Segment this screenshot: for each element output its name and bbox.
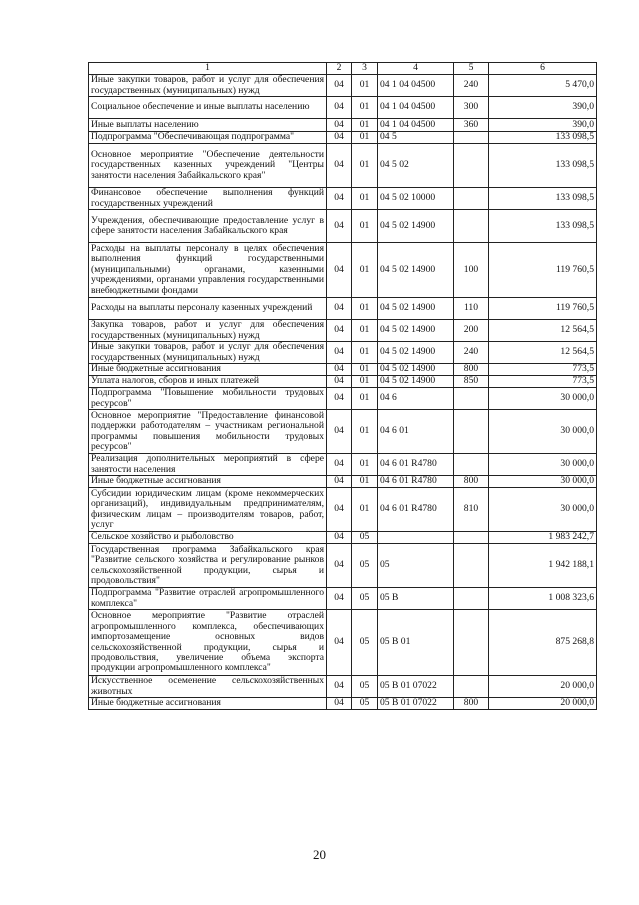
row-code-cell: 04	[327, 298, 352, 320]
row-expense-type-cell	[454, 532, 489, 544]
row-subcode-cell: 01	[352, 364, 378, 376]
table-row	[89, 410, 597, 454]
table-row	[89, 676, 597, 698]
row-subcode-cell: 01	[352, 488, 378, 532]
table-row	[89, 144, 597, 188]
row-code-cell: 04	[327, 476, 352, 488]
row-name-cell: Сельское хозяйство и рыболовство	[89, 532, 327, 544]
row-amount-cell: 1 942 188,1	[489, 544, 597, 588]
row-subcode-cell: 05	[352, 610, 378, 676]
table-row	[89, 388, 597, 410]
row-subcode-cell: 01	[352, 376, 378, 388]
row-target-article-cell: 04 5 02	[378, 144, 454, 188]
row-name-cell: Подпрограмма "Повышение мобильности трудовых ресурсов"	[89, 388, 327, 410]
row-target-article-cell: 04 5 02 14900	[378, 342, 454, 364]
table-row	[89, 376, 597, 388]
row-name-cell: Социальное обеспечение и иные выплаты населению	[89, 97, 327, 119]
row-code-cell: 04	[327, 698, 352, 710]
row-code-cell: 04	[327, 544, 352, 588]
row-subcode-cell: 01	[352, 454, 378, 476]
row-expense-type-cell	[454, 676, 489, 698]
table-row	[89, 454, 597, 476]
table-row	[89, 243, 597, 298]
row-expense-type-cell	[454, 210, 489, 243]
row-name-cell: Расходы на выплаты персоналу в целях обеспечения выполнения функций государственными (муниципальными) органами, казенными учреждениями, органами управления государственными внебюджетными фондами	[89, 243, 327, 298]
row-target-article-cell: 04 5 02 10000	[378, 188, 454, 210]
row-code-cell: 04	[327, 388, 352, 410]
row-code-cell: 04	[327, 97, 352, 119]
row-expense-type-cell: 240	[454, 75, 489, 97]
row-name-cell: Подпрограмма "Развитие отраслей агропромышленного комплекса"	[89, 588, 327, 610]
row-subcode-cell: 01	[352, 97, 378, 119]
row-subcode-cell: 01	[352, 476, 378, 488]
row-amount-cell: 1 008 323,6	[489, 588, 597, 610]
row-amount-cell: 12 564,5	[489, 342, 597, 364]
row-subcode-cell: 01	[352, 210, 378, 243]
row-target-article-cell: 04 6 01 R4780	[378, 476, 454, 488]
row-target-article-cell: 04 6 01	[378, 410, 454, 454]
row-subcode-cell: 01	[352, 119, 378, 132]
table-row	[89, 544, 597, 588]
row-subcode-cell: 01	[352, 320, 378, 342]
row-code-cell: 04	[327, 342, 352, 364]
table-body	[89, 75, 597, 710]
row-target-article-cell: 05 В 01 07022	[378, 676, 454, 698]
row-expense-type-cell	[454, 132, 489, 144]
table-row	[89, 364, 597, 376]
row-code-cell: 04	[327, 320, 352, 342]
table-row	[89, 119, 597, 132]
row-name-cell: Иные закупки товаров, работ и услуг для обеспечения государственных (муниципальных) нужд	[89, 342, 327, 364]
row-subcode-cell: 01	[352, 342, 378, 364]
row-target-article-cell: 04 6 01 R4780	[378, 454, 454, 476]
column-header: 4	[378, 63, 454, 75]
row-expense-type-cell	[454, 610, 489, 676]
row-name-cell: Уплата налогов, сборов и иных платежей	[89, 376, 327, 388]
row-amount-cell: 30 000,0	[489, 476, 597, 488]
column-header: 3	[352, 63, 378, 75]
row-target-article-cell: 04 5 02 14900	[378, 298, 454, 320]
row-amount-cell: 773,5	[489, 376, 597, 388]
table-row	[89, 132, 597, 144]
row-name-cell: Учреждения, обеспечивающие предоставление услуг в сфере занятости населения Забайкальского края	[89, 210, 327, 243]
budget-table	[88, 62, 597, 710]
table-row	[89, 698, 597, 710]
table-row	[89, 188, 597, 210]
row-name-cell: Расходы на выплаты персоналу казенных учреждений	[89, 298, 327, 320]
row-target-article-cell: 04 5 02 14900	[378, 364, 454, 376]
row-name-cell: Государственная программа Забайкальского края "Развитие сельского хозяйства и регулирование рынков сельскохозяйственной продукции, сырья и продовольствия"	[89, 544, 327, 588]
row-expense-type-cell: 100	[454, 243, 489, 298]
row-amount-cell: 133 098,5	[489, 188, 597, 210]
row-expense-type-cell: 850	[454, 376, 489, 388]
row-code-cell: 04	[327, 243, 352, 298]
row-code-cell: 04	[327, 75, 352, 97]
row-name-cell: Искусственное осеменение сельскохозяйственных животных	[89, 676, 327, 698]
column-header: 5	[454, 63, 489, 75]
row-expense-type-cell	[454, 188, 489, 210]
row-target-article-cell: 05 В	[378, 588, 454, 610]
row-expense-type-cell	[454, 388, 489, 410]
row-name-cell: Основное мероприятие "Развитие отраслей агропромышленного комплекса, обеспечивающих импортозамещение основных видов сельскохозяйственной продукции, сырья и продовольствия, увеличение объема экспорта продукции агропромышленного комплекса"	[89, 610, 327, 676]
table-row	[89, 210, 597, 243]
row-code-cell: 04	[327, 119, 352, 132]
row-name-cell: Реализация дополнительных мероприятий в сфере занятости населения	[89, 454, 327, 476]
row-amount-cell: 875 268,8	[489, 610, 597, 676]
row-target-article-cell: 04 5 02 14900	[378, 210, 454, 243]
row-code-cell: 04	[327, 454, 352, 476]
row-subcode-cell: 05	[352, 544, 378, 588]
table-row	[89, 320, 597, 342]
page-number: 20	[313, 847, 326, 862]
row-code-cell: 04	[327, 488, 352, 532]
row-target-article-cell: 04 6 01 R4780	[378, 488, 454, 532]
row-amount-cell: 20 000,0	[489, 676, 597, 698]
table-row	[89, 588, 597, 610]
row-subcode-cell: 01	[352, 410, 378, 454]
row-expense-type-cell	[454, 144, 489, 188]
row-amount-cell: 119 760,5	[489, 243, 597, 298]
row-amount-cell: 12 564,5	[489, 320, 597, 342]
row-target-article-cell: 04 5 02 14900	[378, 243, 454, 298]
row-subcode-cell: 01	[352, 243, 378, 298]
row-expense-type-cell	[454, 410, 489, 454]
table-row	[89, 298, 597, 320]
row-target-article-cell: 04 5 02 14900	[378, 376, 454, 388]
row-code-cell: 04	[327, 132, 352, 144]
row-amount-cell: 20 000,0	[489, 698, 597, 710]
row-amount-cell: 1 983 242,7	[489, 532, 597, 544]
row-code-cell: 04	[327, 144, 352, 188]
row-code-cell: 04	[327, 210, 352, 243]
row-target-article-cell: 04 6	[378, 388, 454, 410]
row-expense-type-cell	[454, 544, 489, 588]
row-subcode-cell: 01	[352, 132, 378, 144]
row-expense-type-cell	[454, 454, 489, 476]
row-expense-type-cell: 200	[454, 320, 489, 342]
row-name-cell: Иные бюджетные ассигнования	[89, 476, 327, 488]
row-target-article-cell: 04 5	[378, 132, 454, 144]
row-amount-cell: 30 000,0	[489, 410, 597, 454]
row-code-cell: 04	[327, 588, 352, 610]
table-header-row	[89, 63, 597, 75]
row-amount-cell: 30 000,0	[489, 488, 597, 532]
row-name-cell: Подпрограмма "Обеспечивающая подпрограмма"	[89, 132, 327, 144]
row-subcode-cell: 05	[352, 676, 378, 698]
row-name-cell: Иные бюджетные ассигнования	[89, 698, 327, 710]
row-subcode-cell: 01	[352, 75, 378, 97]
column-header: 1	[89, 63, 327, 75]
row-subcode-cell: 01	[352, 188, 378, 210]
row-name-cell: Финансовое обеспечение выполнения функций государственных учреждений	[89, 188, 327, 210]
row-expense-type-cell	[454, 588, 489, 610]
row-name-cell: Основное мероприятие "Обеспечение деятельности государственных казенных учреждений "Центры занятости населения Забайкальского края"	[89, 144, 327, 188]
row-amount-cell: 30 000,0	[489, 454, 597, 476]
row-name-cell: Основное мероприятие "Предоставление финансовой поддержки работодателям – участникам региональной программы повышения мобильности трудовых ресурсов"	[89, 410, 327, 454]
row-code-cell: 04	[327, 676, 352, 698]
row-name-cell: Иные бюджетные ассигнования	[89, 364, 327, 376]
row-expense-type-cell: 360	[454, 119, 489, 132]
row-code-cell: 04	[327, 376, 352, 388]
column-header: 6	[489, 63, 597, 75]
row-expense-type-cell: 800	[454, 476, 489, 488]
row-subcode-cell: 01	[352, 144, 378, 188]
row-name-cell: Иные выплаты населению	[89, 119, 327, 132]
row-name-cell: Закупка товаров, работ и услуг для обеспечения государственных (муниципальных) нужд	[89, 320, 327, 342]
row-target-article-cell: 04 5 02 14900	[378, 320, 454, 342]
row-amount-cell: 133 098,5	[489, 144, 597, 188]
row-subcode-cell: 05	[352, 588, 378, 610]
row-target-article-cell	[378, 532, 454, 544]
row-amount-cell: 133 098,5	[489, 132, 597, 144]
row-target-article-cell: 04 1 04 04500	[378, 97, 454, 119]
row-code-cell: 04	[327, 188, 352, 210]
row-expense-type-cell: 240	[454, 342, 489, 364]
row-amount-cell: 133 098,5	[489, 210, 597, 243]
row-target-article-cell: 04 1 04 04500	[378, 119, 454, 132]
row-target-article-cell: 05 В 01	[378, 610, 454, 676]
row-target-article-cell: 04 1 04 04500	[378, 75, 454, 97]
row-name-cell: Субсидии юридическим лицам (кроме некоммерческих организаций), индивидуальным предпринимателям, физическим лицам – производителям товаров, работ, услуг	[89, 488, 327, 532]
row-expense-type-cell: 800	[454, 364, 489, 376]
row-subcode-cell: 05	[352, 532, 378, 544]
row-code-cell: 04	[327, 610, 352, 676]
row-target-article-cell: 05 В 01 07022	[378, 698, 454, 710]
table-row	[89, 342, 597, 364]
table-row	[89, 75, 597, 97]
column-header: 2	[327, 63, 352, 75]
row-expense-type-cell: 800	[454, 698, 489, 710]
row-code-cell: 04	[327, 410, 352, 454]
row-subcode-cell: 01	[352, 298, 378, 320]
row-target-article-cell: 05	[378, 544, 454, 588]
table-row	[89, 610, 597, 676]
row-subcode-cell: 01	[352, 388, 378, 410]
table-row	[89, 532, 597, 544]
row-expense-type-cell: 300	[454, 97, 489, 119]
row-amount-cell: 773,5	[489, 364, 597, 376]
row-expense-type-cell: 810	[454, 488, 489, 532]
row-expense-type-cell: 110	[454, 298, 489, 320]
row-amount-cell: 30 000,0	[489, 388, 597, 410]
row-code-cell: 04	[327, 532, 352, 544]
row-subcode-cell: 05	[352, 698, 378, 710]
row-name-cell: Иные закупки товаров, работ и услуг для обеспечения государственных (муниципальных) нужд	[89, 75, 327, 97]
table-row	[89, 476, 597, 488]
row-code-cell: 04	[327, 364, 352, 376]
table-row	[89, 488, 597, 532]
table-row	[89, 97, 597, 119]
row-amount-cell: 119 760,5	[489, 298, 597, 320]
row-amount-cell: 390,0	[489, 119, 597, 132]
row-amount-cell: 5 470,0	[489, 75, 597, 97]
row-amount-cell: 390,0	[489, 97, 597, 119]
